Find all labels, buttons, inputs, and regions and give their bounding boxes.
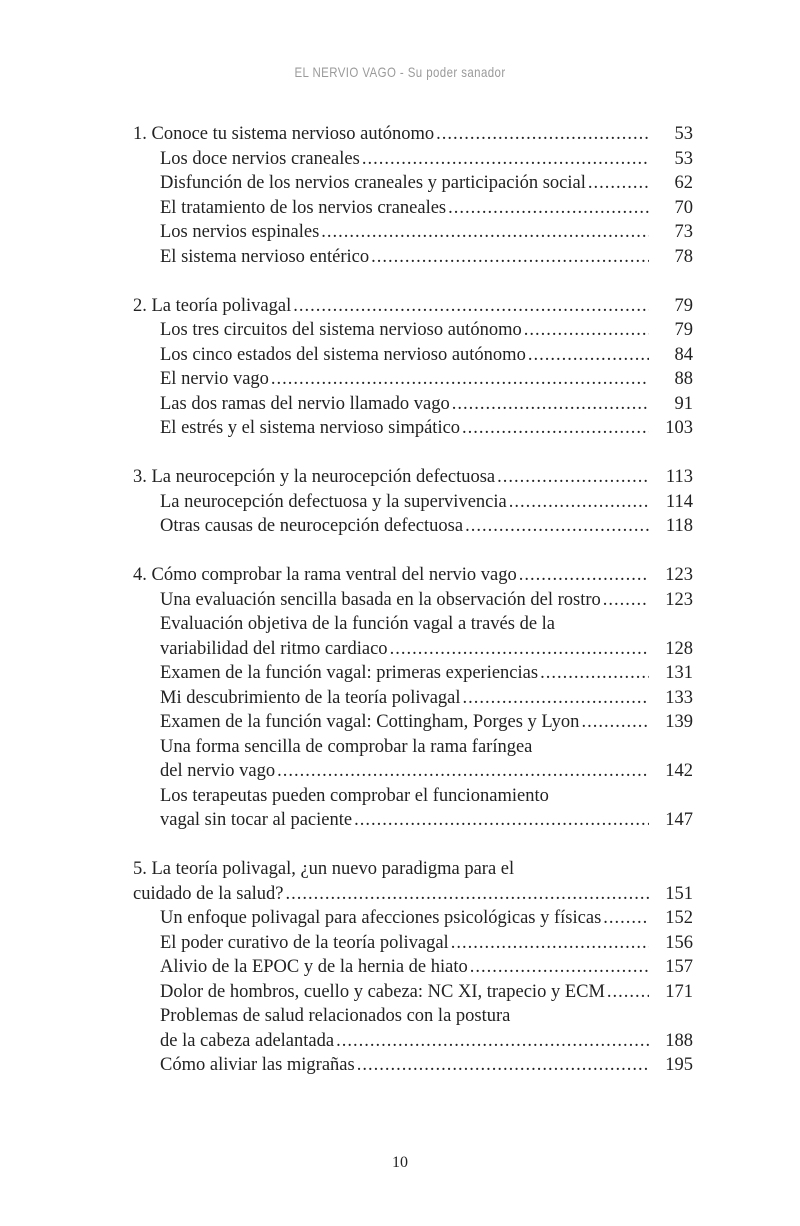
toc-entry-title: El poder curativo de la teoría polivagal — [160, 932, 449, 953]
dot-leader — [497, 465, 649, 490]
dot-leader — [607, 980, 649, 1005]
toc-entry-title: Una evaluación sencilla basada en la observación del rostro — [160, 589, 601, 610]
toc-chapter-entry — [133, 563, 693, 588]
toc-subentry — [133, 514, 693, 539]
toc-entry-title: Otras causas de neurocepción defectuosa — [160, 516, 464, 536]
toc-page-number: 88 — [674, 369, 693, 389]
toc-section — [133, 465, 693, 539]
toc-page-number: 78 — [674, 246, 693, 267]
dot-leader — [603, 588, 649, 613]
dot-leader — [524, 318, 649, 343]
toc-chapter-entry — [133, 857, 693, 882]
toc-subentry — [133, 245, 693, 270]
toc-entry-title: Los tres circuitos del sistema nervioso autónomo — [160, 320, 522, 340]
toc-section — [133, 857, 693, 1078]
dot-leader — [463, 686, 649, 711]
toc-page-number: 151 — [665, 883, 693, 904]
toc-entry-title: El estrés y el sistema nervioso simpático — [160, 418, 461, 438]
toc-subentry — [133, 784, 693, 809]
dot-leader — [362, 147, 649, 172]
page-number: 10 — [392, 1154, 408, 1171]
dot-leader — [321, 220, 649, 245]
toc-page-number: 70 — [674, 197, 693, 218]
dot-leader — [470, 955, 649, 980]
toc-page-number: 123 — [665, 589, 693, 610]
toc-chapter-entry — [133, 122, 693, 147]
toc-page-number: 103 — [665, 418, 693, 438]
toc-entry-title: Los nervios espinales — [160, 222, 320, 242]
toc-subentry — [133, 318, 693, 343]
toc-subentry — [133, 171, 693, 196]
toc-entry-title: de la cabeza adelantada — [160, 1030, 335, 1051]
dot-leader — [271, 367, 649, 392]
toc-page-number: 53 — [674, 124, 693, 144]
toc-entry-title: Mi descubrimiento de la teoría polivagal — [160, 687, 461, 708]
toc-entry-title: Una forma sencilla de comprobar la rama faríngea — [160, 736, 533, 757]
toc-entry-title: Examen de la función vagal: primeras experiencias — [160, 663, 539, 683]
toc-entry-title: El sistema nervioso entérico — [160, 246, 370, 267]
toc-subentry — [133, 955, 693, 980]
toc-page-number: 123 — [665, 565, 693, 585]
toc-entry-title: 1. Conoce tu sistema nervioso autónomo — [133, 124, 435, 144]
toc-subentry — [133, 196, 693, 221]
toc-page-number: 53 — [674, 148, 693, 169]
toc-page-number: 195 — [665, 1055, 693, 1075]
toc-section — [133, 294, 693, 441]
toc-page-number: 62 — [674, 173, 693, 193]
dot-leader — [588, 171, 649, 196]
toc-subentry — [133, 686, 693, 711]
dot-leader — [528, 343, 649, 368]
toc-subentry — [133, 710, 693, 735]
toc-subentry — [133, 1029, 693, 1054]
toc-subentry — [133, 735, 693, 760]
toc-subentry — [133, 343, 693, 368]
toc-page-number: 84 — [674, 344, 693, 365]
toc-entry-title: Los terapeutas pueden comprobar el funcionamiento — [160, 785, 549, 806]
toc-page-number: 152 — [665, 908, 693, 928]
toc-page-number: 139 — [665, 712, 693, 732]
toc-entry-title: del nervio vago — [160, 761, 276, 781]
toc-page-number: 156 — [665, 932, 693, 953]
dot-leader — [277, 759, 649, 784]
toc-entry-title: 3. La neurocepción y la neurocepción defectuosa — [133, 467, 496, 487]
dot-leader — [371, 245, 649, 270]
toc-entry-title: El tratamiento de los nervios craneales — [160, 197, 447, 218]
toc-page-number: 131 — [665, 663, 693, 683]
toc-entry-title: La neurocepción defectuosa y la supervivencia — [160, 491, 507, 512]
dot-leader — [462, 416, 649, 441]
toc-page-number: 142 — [665, 761, 693, 781]
toc-entry-title: Un enfoque polivagal para afecciones psicológicas y físicas — [160, 908, 602, 928]
toc-page-number: 188 — [665, 1030, 693, 1051]
dot-leader — [448, 196, 649, 221]
toc-chapter-entry — [133, 294, 693, 319]
toc-subentry — [133, 220, 693, 245]
toc-page-number: 113 — [665, 467, 693, 487]
toc-page-number: 128 — [665, 638, 693, 659]
dot-leader — [286, 882, 649, 907]
toc-subentry — [133, 490, 693, 515]
toc-subentry — [133, 637, 693, 662]
toc-page-number: 114 — [665, 491, 693, 512]
running-head: EL NERVIO VAGO - Su poder sanador — [294, 64, 506, 80]
toc-page-number: 171 — [665, 981, 693, 1002]
toc-entry-title: variabilidad del ritmo cardiaco — [160, 638, 388, 659]
toc-section — [133, 122, 693, 269]
toc-chapter-entry — [133, 465, 693, 490]
toc-subentry — [133, 931, 693, 956]
toc-entry-title: Las dos ramas del nervio llamado vago — [160, 393, 450, 414]
toc-entry-title: Los doce nervios craneales — [160, 148, 360, 169]
toc-entry-title: cuidado de la salud? — [133, 883, 284, 904]
toc-entry-title: El nervio vago — [160, 369, 269, 389]
dot-leader — [581, 710, 649, 735]
toc-subentry — [133, 416, 693, 441]
toc-page-number: 79 — [674, 295, 693, 316]
table-of-contents — [133, 122, 693, 1102]
dot-leader — [452, 392, 649, 417]
toc-entry-title: vagal sin tocar al paciente — [160, 810, 353, 830]
toc-entry-title: Evaluación objetiva de la función vagal a través de la — [160, 614, 556, 634]
dot-leader — [390, 637, 649, 662]
toc-entry-title: Los cinco estados del sistema nervioso autónomo — [160, 344, 526, 365]
toc-page-number: 118 — [665, 516, 693, 536]
toc-subentry — [133, 906, 693, 931]
toc-subentry — [133, 661, 693, 686]
toc-subentry — [133, 367, 693, 392]
toc-subentry — [133, 612, 693, 637]
toc-subentry — [133, 392, 693, 417]
toc-page-number: 91 — [674, 393, 693, 414]
dot-leader — [357, 1053, 649, 1078]
toc-chapter-entry — [133, 882, 693, 907]
toc-entry-title: Problemas de salud relacionados con la postura — [160, 1006, 511, 1026]
toc-page-number: 157 — [665, 957, 693, 977]
toc-entry-title: Examen de la función vagal: Cottingham, Porges y Lyon — [160, 712, 580, 732]
toc-subentry — [133, 147, 693, 172]
dot-leader — [465, 514, 649, 539]
toc-entry-title: 5. La teoría polivagal, ¿un nuevo paradigma para el — [133, 859, 515, 879]
toc-entry-title: Disfunción de los nervios craneales y participación social — [160, 173, 586, 193]
dot-leader — [603, 906, 649, 931]
toc-entry-title: Cómo aliviar las migrañas — [160, 1055, 355, 1075]
toc-section — [133, 563, 693, 833]
toc-entry-title: 4. Cómo comprobar la rama ventral del nervio vago — [133, 565, 517, 585]
toc-page-number: 133 — [665, 687, 693, 708]
dot-leader — [436, 122, 649, 147]
toc-subentry — [133, 588, 693, 613]
toc-subentry — [133, 1053, 693, 1078]
toc-page-number: 73 — [674, 222, 693, 242]
dot-leader — [293, 294, 649, 319]
dot-leader — [336, 1029, 649, 1054]
toc-entry-title: 2. La teoría polivagal — [133, 295, 292, 316]
dot-leader — [451, 931, 649, 956]
dot-leader — [509, 490, 649, 515]
toc-entry-title: Dolor de hombros, cuello y cabeza: NC XI, trapecio y ECM — [160, 981, 605, 1002]
dot-leader — [540, 661, 649, 686]
toc-subentry — [133, 759, 693, 784]
toc-subentry — [133, 1004, 693, 1029]
toc-page-number: 147 — [665, 810, 693, 830]
toc-subentry — [133, 980, 693, 1005]
dot-leader — [519, 563, 649, 588]
toc-page-number: 79 — [674, 320, 693, 340]
toc-entry-title: Alivio de la EPOC y de la hernia de hiato — [160, 957, 468, 977]
toc-subentry — [133, 808, 693, 833]
dot-leader — [354, 808, 649, 833]
